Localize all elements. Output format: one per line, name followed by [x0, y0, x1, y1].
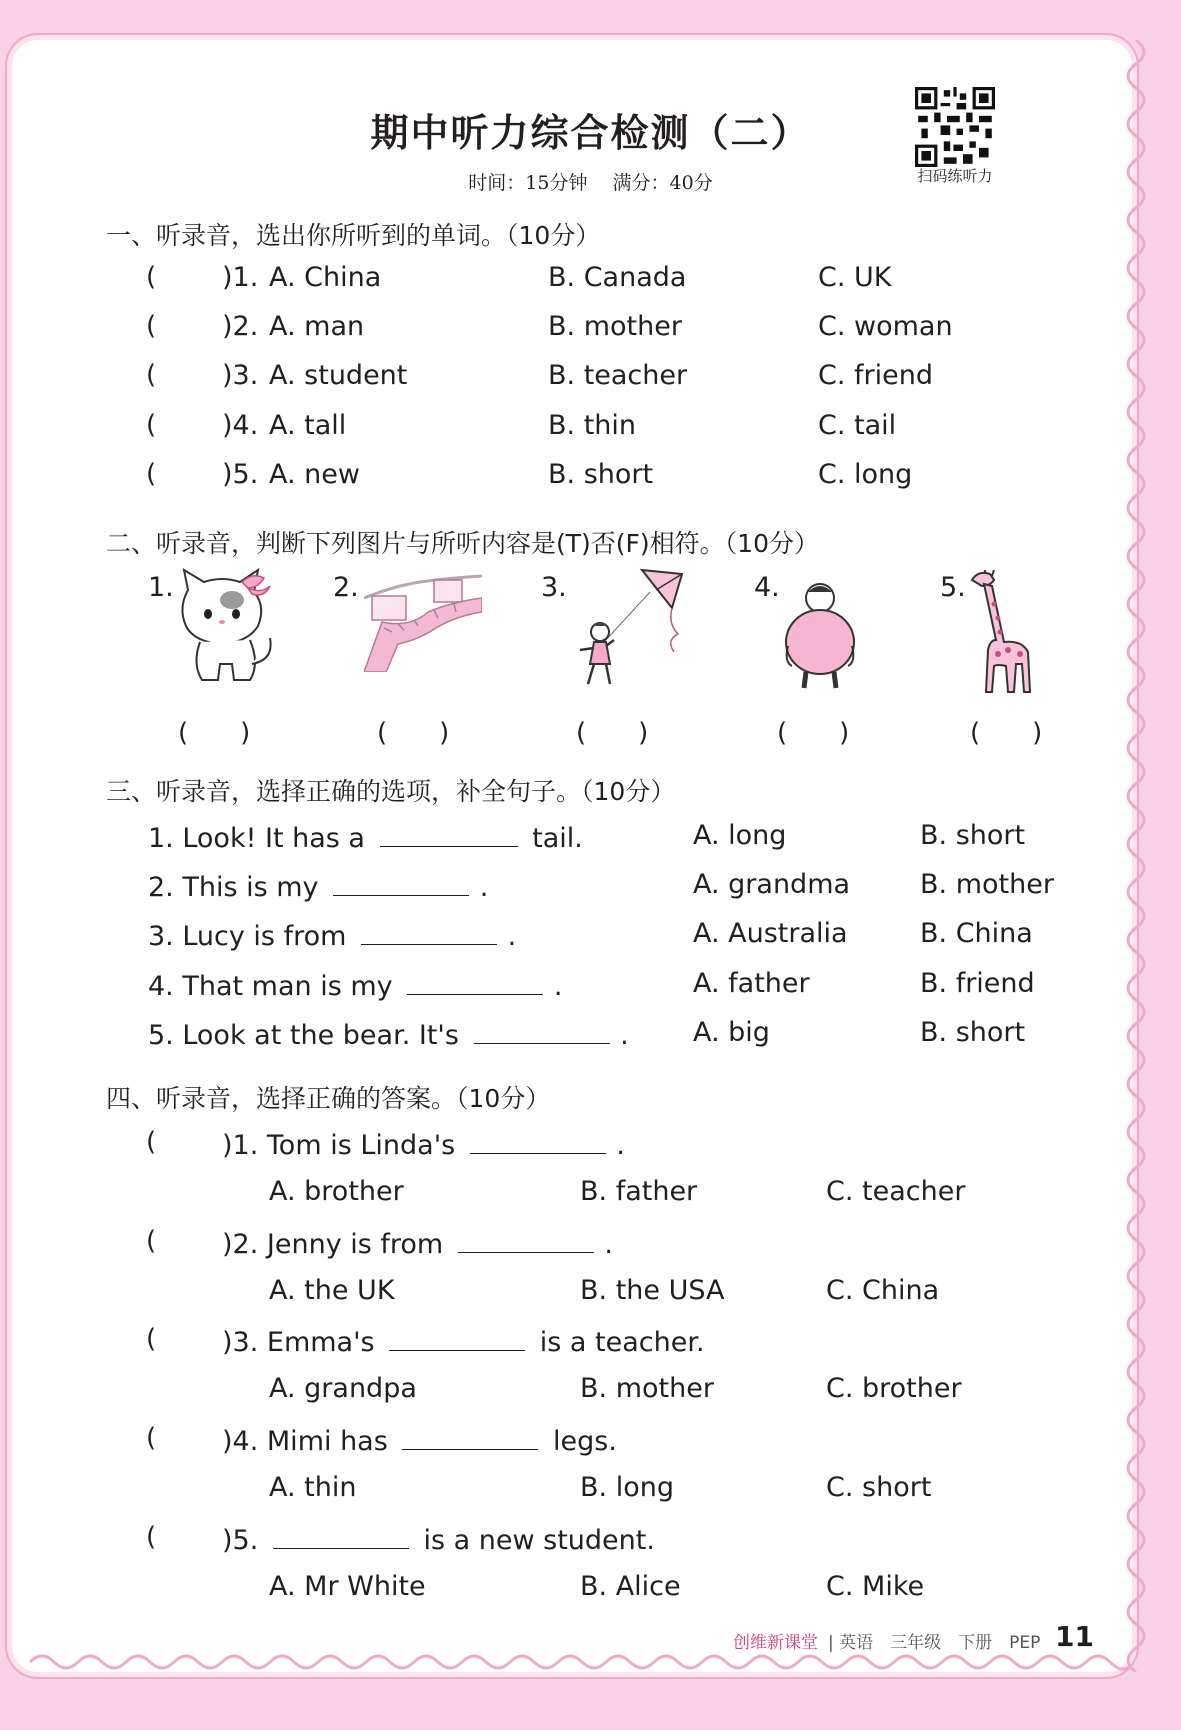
option-a: A. grandpa — [269, 1373, 417, 1404]
sentence-end: . — [479, 872, 489, 903]
sentence-end: . — [507, 921, 517, 952]
page-number: 11 — [1055, 1620, 1094, 1653]
option-a: A. Mr White — [269, 1571, 426, 1602]
picture-number: 5. — [940, 572, 966, 603]
option-a: A. big — [693, 1017, 770, 1048]
option-a: A. student — [269, 360, 408, 391]
option-c: C. brother — [826, 1373, 962, 1404]
option-b: B. mother — [548, 311, 682, 342]
option-b: B. short — [548, 459, 654, 490]
answer-bracket[interactable]: ( ) — [576, 718, 649, 748]
qr-code-icon[interactable] — [915, 87, 995, 167]
section-3-heading: 三、听录音，选择正确的选项，补全句子。（10分） — [106, 777, 676, 806]
option-b: B. Canada — [548, 262, 687, 293]
answer-blank[interactable] — [380, 820, 518, 847]
sentence — [148, 968, 562, 1002]
sentence — [148, 918, 516, 952]
answer-bracket[interactable]: ( — [146, 311, 157, 341]
option-c: C. woman — [818, 311, 953, 342]
sentence-start: 1. Look! It has a — [148, 823, 365, 854]
answer-blank[interactable] — [273, 1522, 409, 1549]
option-a: A. China — [269, 262, 382, 293]
question-start: Emma's — [266, 1327, 375, 1358]
item-number: )3. — [222, 360, 259, 391]
answer-blank[interactable] — [407, 968, 543, 995]
question-start: Jenny is from — [266, 1229, 444, 1260]
giraffe-icon — [968, 570, 1038, 694]
fat-man-icon — [782, 582, 858, 690]
answer-bracket[interactable]: ( — [146, 360, 157, 390]
option-c: C. short — [826, 1472, 932, 1503]
option-a: A. brother — [269, 1176, 404, 1207]
option-a: A. Australia — [693, 918, 848, 949]
item-number: )5. — [222, 459, 259, 490]
footer-book-info: | 英语 三年级 下册 PEP — [828, 1633, 1041, 1653]
answer-bracket[interactable]: ( ) — [777, 718, 850, 748]
option-c: C. tail — [818, 410, 897, 441]
option-a: A. the UK — [269, 1275, 395, 1306]
page-title: 期中听力综合检测（二） — [370, 111, 811, 155]
item-number: )4. — [222, 410, 259, 441]
option-c: C. UK — [818, 262, 892, 293]
sentence-start: 5. Look at the bear. It's — [148, 1020, 459, 1051]
answer-bracket[interactable]: ( — [146, 262, 157, 292]
option-c: C. China — [826, 1275, 940, 1306]
answer-blank[interactable] — [389, 1324, 525, 1351]
answer-blank[interactable] — [402, 1423, 538, 1450]
question-start: Mimi has — [266, 1426, 388, 1457]
answer-blank[interactable] — [361, 918, 497, 945]
question-end: is a new student. — [423, 1525, 655, 1556]
frame-bottom-wave — [30, 1648, 1130, 1688]
frame-right-wave — [1122, 40, 1162, 1672]
option-c: C. long — [818, 459, 913, 490]
item-number: )2. — [222, 311, 259, 342]
sentence-end: . — [620, 1020, 629, 1051]
cat-icon — [172, 568, 282, 686]
girl-kite-icon — [570, 568, 694, 688]
option-b: B. short — [920, 820, 1026, 851]
sentence-start: 4. That man is my — [148, 971, 393, 1002]
answer-bracket[interactable]: ( — [146, 1127, 157, 1157]
picture-number: 4. — [754, 572, 780, 603]
answer-blank[interactable] — [458, 1226, 594, 1253]
question — [222, 1127, 625, 1161]
answer-blank[interactable] — [333, 869, 469, 896]
item-number: )1. — [222, 262, 259, 293]
answer-bracket[interactable]: ( — [146, 1522, 157, 1552]
question-end: . — [616, 1130, 625, 1161]
option-b: B. friend — [920, 968, 1035, 999]
option-a: A. long — [693, 820, 787, 851]
section-2-heading: 二、听录音，判断下列图片与所听内容是(T)否(F)相符。（10分） — [106, 529, 819, 558]
option-b: B. Alice — [580, 1571, 681, 1602]
option-c: C. Mike — [826, 1571, 925, 1602]
answer-blank[interactable] — [470, 1127, 606, 1154]
answer-bracket[interactable]: ( — [146, 1423, 157, 1453]
option-b: B. short — [920, 1017, 1026, 1048]
item-number: )1. — [222, 1130, 259, 1161]
option-a: A. grandma — [693, 869, 851, 900]
sentence-end: tail. — [532, 823, 583, 854]
option-b: B. China — [920, 918, 1033, 949]
option-a: A. father — [693, 968, 810, 999]
option-a: A. tall — [269, 410, 347, 441]
item-number: )5. — [222, 1525, 259, 1556]
picture-number: 3. — [541, 572, 567, 603]
answer-bracket[interactable]: ( ) — [178, 718, 251, 748]
question — [222, 1324, 705, 1358]
answer-bracket[interactable]: ( ) — [970, 718, 1043, 748]
option-b: B. thin — [548, 410, 637, 441]
option-b: B. the USA — [580, 1275, 725, 1306]
sentence-start: 2. This is my — [148, 872, 319, 903]
sentence — [148, 1017, 629, 1051]
great-wall-icon — [364, 572, 482, 672]
footer-brand: 创维新课堂 — [733, 1633, 818, 1653]
picture-number: 1. — [148, 572, 174, 603]
section-4-heading: 四、听录音，选择正确的答案。（10分） — [106, 1084, 551, 1113]
question — [222, 1423, 617, 1457]
option-a: A. thin — [269, 1472, 357, 1503]
question-end: legs. — [553, 1426, 617, 1457]
question — [222, 1226, 613, 1260]
question — [222, 1522, 655, 1556]
section-1-heading: 一、听录音，选出你所听到的单词。（10分） — [106, 221, 601, 250]
option-b: B. long — [580, 1472, 674, 1503]
option-c: C. teacher — [826, 1176, 966, 1207]
sentence-end: . — [553, 971, 563, 1002]
question-end: . — [604, 1229, 614, 1260]
answer-bracket[interactable]: ( — [146, 410, 157, 440]
picture-number: 2. — [333, 572, 359, 603]
answer-bracket[interactable]: ( — [146, 1324, 157, 1354]
option-b: B. mother — [580, 1373, 714, 1404]
answer-bracket[interactable]: ( — [146, 1226, 157, 1256]
answer-bracket[interactable]: ( — [146, 459, 157, 489]
sentence — [148, 869, 488, 903]
option-c: C. friend — [818, 360, 933, 391]
option-a: A. man — [269, 311, 365, 342]
item-number: )2. — [222, 1229, 259, 1260]
question-end: is a teacher. — [539, 1327, 705, 1358]
option-b: B. teacher — [548, 360, 688, 391]
item-number: )3. — [222, 1327, 259, 1358]
option-a: A. new — [269, 459, 360, 490]
exam-info: 时间：15分钟 满分：40分 — [468, 172, 713, 194]
question-start: Tom is Linda's — [266, 1130, 456, 1161]
answer-blank[interactable] — [474, 1017, 610, 1044]
sentence — [148, 820, 583, 854]
sentence-start: 3. Lucy is from — [148, 921, 347, 952]
qr-label: 扫码练听力 — [917, 167, 993, 185]
option-b: B. father — [580, 1176, 698, 1207]
option-b: B. mother — [920, 869, 1054, 900]
answer-bracket[interactable]: ( ) — [377, 718, 450, 748]
item-number: )4. — [222, 1426, 259, 1457]
